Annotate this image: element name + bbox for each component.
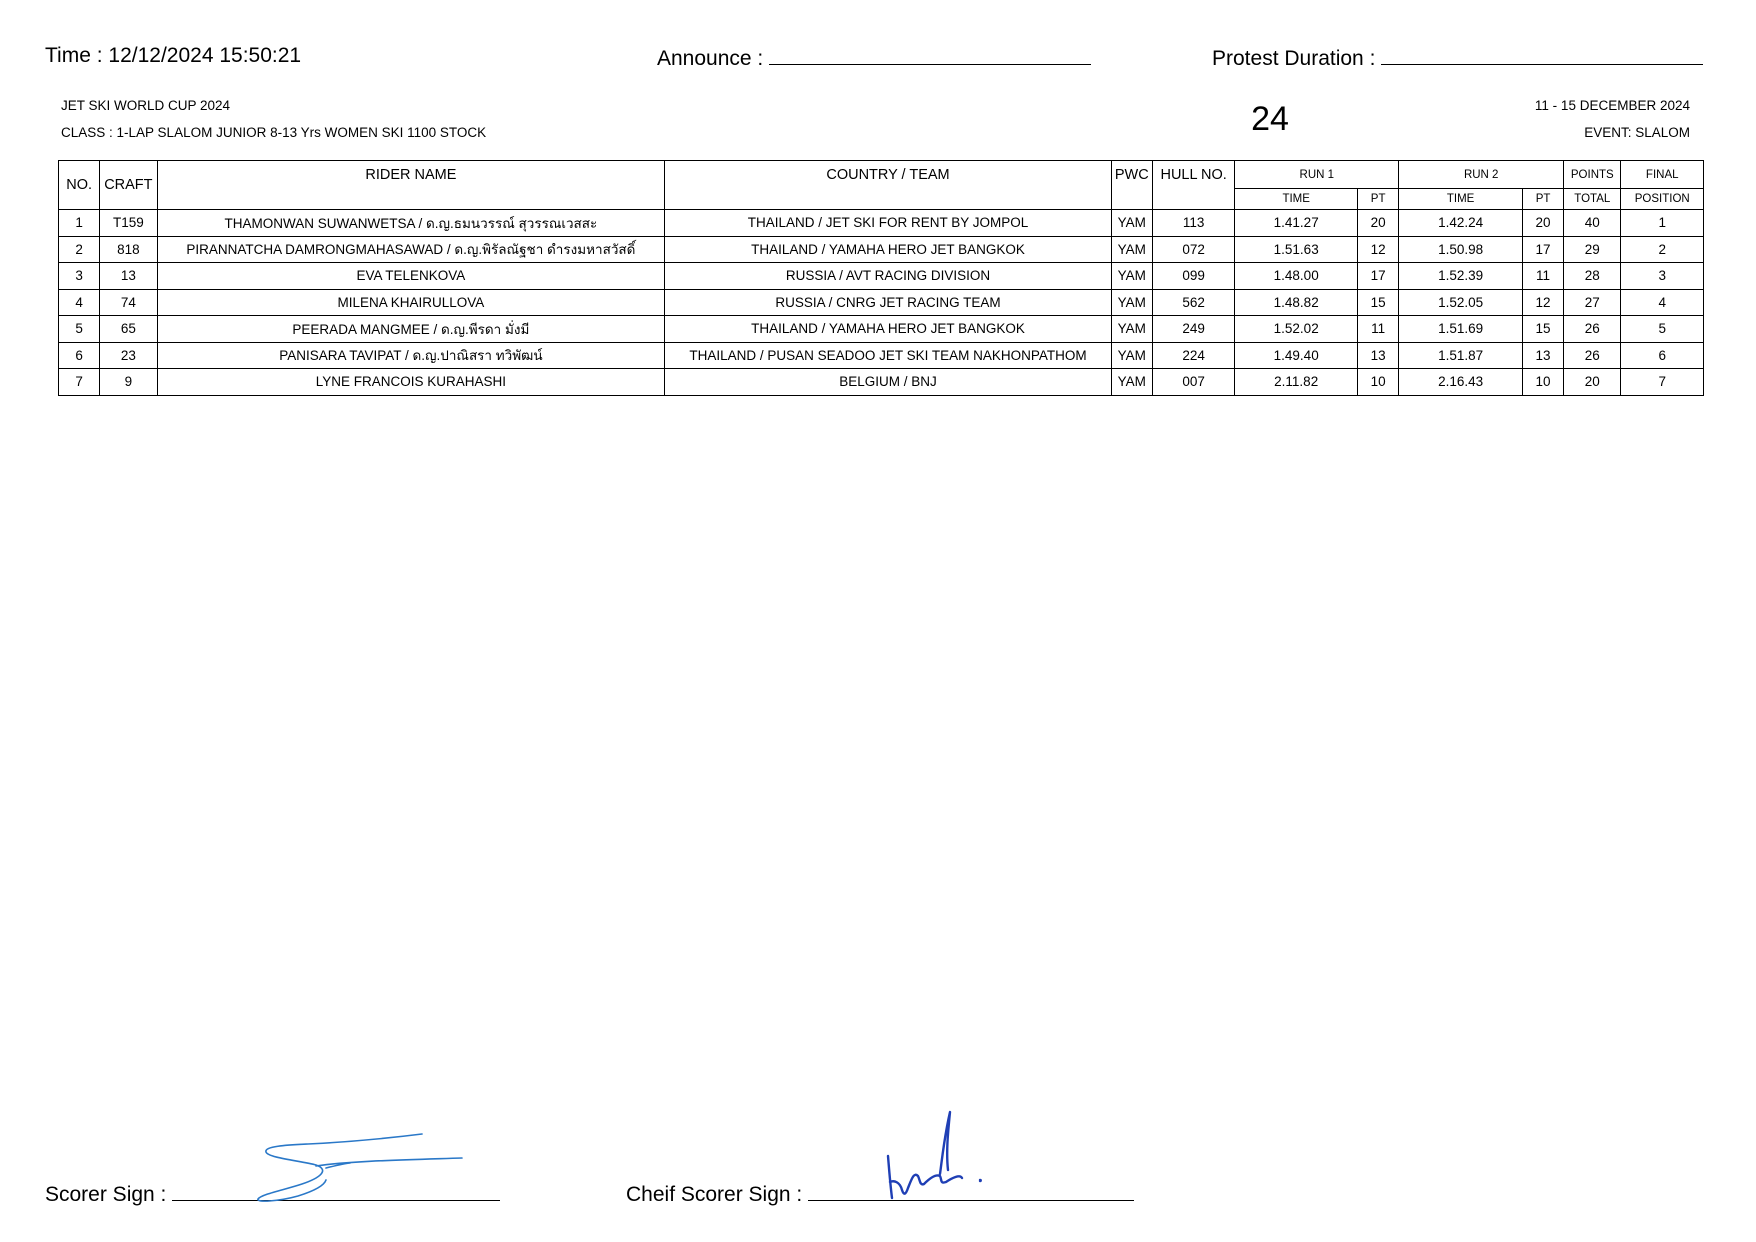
col-run2: RUN 2 [1399,161,1564,189]
cell-run1-pt: 12 [1358,236,1399,263]
col-rider-name: RIDER NAME [157,161,665,210]
cell-craft: 818 [100,236,157,263]
cell-country: THAILAND / YAMAHA HERO JET BANGKOK [665,316,1111,343]
col-final: FINAL [1621,161,1704,189]
event-dates: 11 - 15 DECEMBER 2024 [1534,98,1690,113]
cell-pwc: YAM [1111,236,1152,263]
col-run1: RUN 1 [1235,161,1399,189]
table-row [59,342,1704,369]
col-no: NO. [59,161,100,210]
time-value: 12/12/2024 15:50:21 [108,44,302,67]
cell-run1-pt: 11 [1358,316,1399,343]
cell-run2-pt: 10 [1522,369,1563,396]
cell-run2-time: 1.52.05 [1399,289,1523,316]
cell-craft: 74 [100,289,157,316]
cell-pwc: YAM [1111,289,1152,316]
chief-scorer-sign-label: Cheif Scorer Sign : [626,1183,803,1206]
cell-run2-time: 2.16.43 [1399,369,1523,396]
cell-run1-pt: 20 [1358,210,1399,237]
col-run1-pt: PT [1358,189,1399,210]
cell-no: 2 [59,236,100,263]
event-class: CLASS : 1-LAP SLALOM JUNIOR 8-13 Yrs WOMEN SKI 1100 STOCK [61,125,487,140]
protest-blank-line [1381,44,1703,65]
cell-no: 7 [59,369,100,396]
cell-rider: MILENA KHAIRULLOVA [157,289,665,316]
col-craft: CRAFT [100,161,157,210]
cell-hull: 113 [1152,210,1234,237]
cell-total: 29 [1564,236,1621,263]
col-points: POINTS [1564,161,1621,189]
scorer-sign-label: Scorer Sign : [45,1183,167,1206]
race-number: 24 [1251,100,1289,138]
cell-position: 7 [1621,369,1704,396]
table-row [59,210,1704,237]
cell-pwc: YAM [1111,342,1152,369]
chief-scorer-signature-icon [880,1108,1000,1203]
cell-no: 1 [59,210,100,237]
cell-run2-pt: 12 [1522,289,1563,316]
cell-run1-pt: 10 [1358,369,1399,396]
announce-blank-line [769,44,1091,65]
table-row [59,289,1704,316]
cell-run1-pt: 13 [1358,342,1399,369]
cell-pwc: YAM [1111,263,1152,290]
cell-country: RUSSIA / CNRG JET RACING TEAM [665,289,1111,316]
cell-craft: 65 [100,316,157,343]
cell-rider: PIRANNATCHA DAMRONGMAHASAWAD / ด.ญ.พิรัลณัฐชา ดำรงมหาสวัสดิ์ [157,236,665,263]
cell-rider: LYNE FRANCOIS KURAHASHI [157,369,665,396]
table-row [59,316,1704,343]
cell-run1-time: 1.52.02 [1235,316,1358,343]
results-table [58,160,1704,396]
cell-run2-pt: 15 [1522,316,1563,343]
scorer-signature-icon [250,1128,470,1208]
protest-duration-field [1212,44,1703,71]
cell-rider: PEERADA MANGMEE / ด.ญ.พีรดา มั่งมี [157,316,665,343]
cell-country: BELGIUM / BNJ [665,369,1111,396]
header-row-top [59,161,1704,189]
cell-position: 5 [1621,316,1704,343]
cell-country: THAILAND / PUSAN SEADOO JET SKI TEAM NAKHONPATHOM [665,342,1111,369]
cell-run1-time: 1.48.82 [1235,289,1358,316]
cell-run1-time: 1.49.40 [1235,342,1358,369]
cell-rider: THAMONWAN SUWANWETSA / ด.ญ.ธมนวรรณ์ สุวรรณเวสสะ [157,210,665,237]
cell-total: 28 [1564,263,1621,290]
cell-pwc: YAM [1111,210,1152,237]
cell-run1-time: 2.11.82 [1235,369,1358,396]
table-row [59,263,1704,290]
cell-position: 2 [1621,236,1704,263]
cell-run2-time: 1.51.69 [1399,316,1523,343]
cell-position: 1 [1621,210,1704,237]
cell-run2-pt: 17 [1522,236,1563,263]
cell-hull: 249 [1152,316,1234,343]
announce-field [657,44,1091,71]
cell-hull: 072 [1152,236,1234,263]
cell-run1-time: 1.41.27 [1235,210,1358,237]
cell-position: 3 [1621,263,1704,290]
cell-position: 6 [1621,342,1704,369]
col-points-total: TOTAL [1564,189,1621,210]
cell-pwc: YAM [1111,369,1152,396]
col-country-team: COUNTRY / TEAM [665,161,1111,210]
time-stamp [45,44,301,68]
cell-hull: 224 [1152,342,1234,369]
cell-pwc: YAM [1111,316,1152,343]
cell-rider: EVA TELENKOVA [157,263,665,290]
cell-position: 4 [1621,289,1704,316]
announce-label: Announce : [657,47,764,70]
cell-country: THAILAND / YAMAHA HERO JET BANGKOK [665,236,1111,263]
cell-run2-pt: 13 [1522,342,1563,369]
col-run2-time: TIME [1399,189,1523,210]
cell-run2-pt: 20 [1522,210,1563,237]
cell-run2-time: 1.52.39 [1399,263,1523,290]
cell-total: 26 [1564,342,1621,369]
cell-run1-time: 1.48.00 [1235,263,1358,290]
col-run1-time: TIME [1235,189,1358,210]
cell-craft: 13 [100,263,157,290]
cell-craft: T159 [100,210,157,237]
protest-duration-label: Protest Duration : [1212,47,1376,70]
cell-no: 5 [59,316,100,343]
cell-run2-time: 1.51.87 [1399,342,1523,369]
cell-craft: 9 [100,369,157,396]
cell-run1-pt: 17 [1358,263,1399,290]
cell-no: 6 [59,342,100,369]
cell-run1-time: 1.51.63 [1235,236,1358,263]
cell-total: 20 [1564,369,1621,396]
cell-total: 27 [1564,289,1621,316]
cell-hull: 562 [1152,289,1234,316]
event-name: JET SKI WORLD CUP 2024 [61,98,231,113]
cell-run2-time: 1.50.98 [1399,236,1523,263]
cell-no: 3 [59,263,100,290]
cell-craft: 23 [100,342,157,369]
cell-hull: 007 [1152,369,1234,396]
cell-country: THAILAND / JET SKI FOR RENT BY JOMPOL [665,210,1111,237]
cell-run2-pt: 11 [1522,263,1563,290]
cell-total: 40 [1564,210,1621,237]
cell-run2-time: 1.42.24 [1399,210,1523,237]
col-hull-no: HULL NO. [1152,161,1234,210]
time-label: Time : [45,44,103,67]
table-row [59,236,1704,263]
table-row [59,369,1704,396]
col-final-position: POSITION [1621,189,1704,210]
cell-total: 26 [1564,316,1621,343]
cell-country: RUSSIA / AVT RACING DIVISION [665,263,1111,290]
event-type: EVENT: SLALOM [1584,125,1690,140]
cell-rider: PANISARA TAVIPAT / ด.ญ.ปาณิสรา ทวิพัฒน์ [157,342,665,369]
col-run2-pt: PT [1522,189,1563,210]
cell-run1-pt: 15 [1358,289,1399,316]
cell-no: 4 [59,289,100,316]
col-pwc: PWC [1111,161,1152,210]
cell-hull: 099 [1152,263,1234,290]
